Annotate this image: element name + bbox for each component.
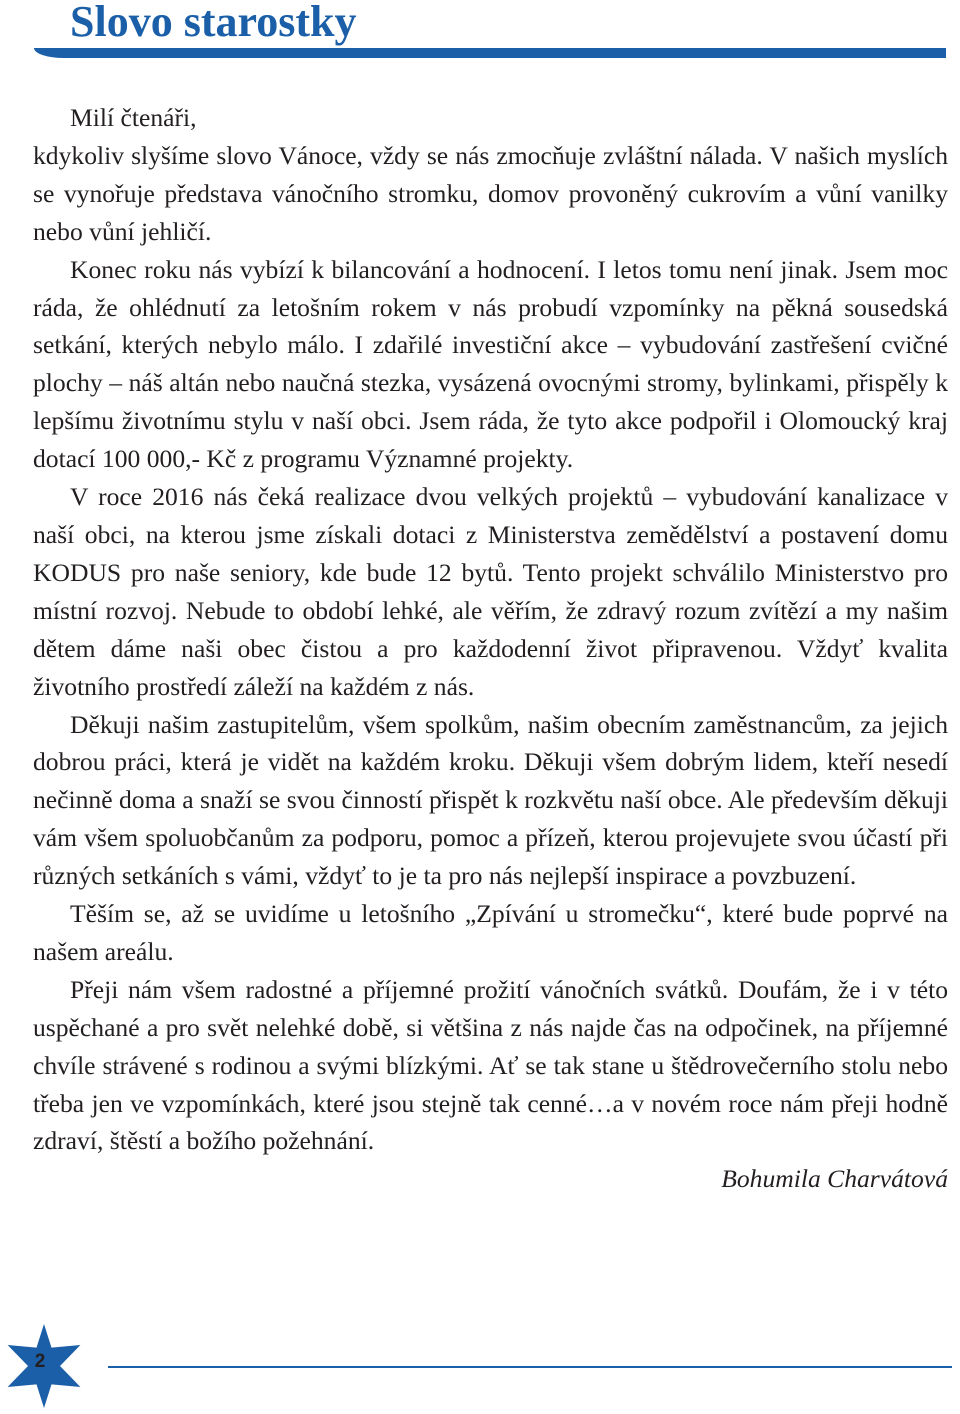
title-underline [34, 48, 946, 58]
signature: Bohumila Charvátová [721, 1164, 948, 1194]
page-title: Slovo starostky [70, 0, 357, 46]
page-number: 2 [34, 1351, 46, 1372]
paragraph-5: Těším se, až se uvidíme u letošního „Zpívání u stromečku“, které bude poprvé na našem areálu. [33, 899, 948, 966]
paragraph-2: Konec roku nás vybízí k bilancování a hodnocení. I letos tomu není jinak. Jsem moc ráda, že ohlédnutí za letošním rokem v nás probudí vzpomínky na pěkná sousedská setkání, kterých nebylo málo. I zdařilé investiční akce – vybudování zastřešení cvičné plochy – náš altán nebo naučná stezka, vysázená ovocnými stromy, bylinkami, přispěly k lepšímu životnímu stylu v naší obci. Jsem ráda, že tyto akce podpořil i Olomoucký kraj dotací 100 000,- Kč z programu Významné projekty. [33, 254, 948, 474]
footer-rule [108, 1366, 952, 1368]
paragraph-1: kdykoliv slyšíme slovo Vánoce, vždy se nás zmocňuje zvláštní nálada. V našich myslích se vynořuje představa vánočního stromku, domov provoněný cukrovím a vůní vanilky nebo vůní jehličí. [33, 140, 948, 246]
paragraph-6: Přeji nám všem radostné a příjemné prožití vánočních svátků. Doufám, že i v této uspěchané a pro svět nelehké době, si většina z nás najde čas na odpočinek, na příjemné chvíle strávené s rodinou a svými blízkými. Ať se tak stane u štědrovečerního stolu nebo třeba jen ve vzpomínkách, které jsou stejně tak cenné…a v novém roce nám přeji hodně zdraví, štěstí a božího požehnání. [33, 974, 948, 1156]
paragraph-3: V roce 2016 nás čeká realizace dvou velkých projektů – vybudování kanalizace v naší obci, na kterou jsme získali dotaci z Ministerstva zemědělství a postavení domu KODUS pro naše seniory, kde bude 12 bytů. Tento projekt schválilo Ministerstvo pro místní rozvoj. Nebude to období lehké, ale věřím, že zdravý rozum zvítězí a my našim dětem dáme naši obec čistou a pro každodenní život připravenou. Vždyť kvalita životního prostředí záleží na každém z nás. [33, 482, 948, 701]
salutation: Milí čtenáři, [70, 103, 197, 132]
paragraph-4: Děkuji našim zastupitelům, všem spolkům, našim obecním zaměstnancům, za jejich dobrou práci, která je vidět na každém kroku. Děkuji všem dobrým lidem, kteří nesedí nečinně doma a snaží se svou činností přispět k rozkvětu naší obce. Ale především děkuji vám všem spoluobčanům za podporu, pomoc a přízeň, kterou projevujete svou účastí při různých setkáních s vámi, vždyť to je ta pro nás nejlepší inspirace a povzbuzení. [33, 709, 948, 891]
letter-body [33, 99, 948, 1198]
